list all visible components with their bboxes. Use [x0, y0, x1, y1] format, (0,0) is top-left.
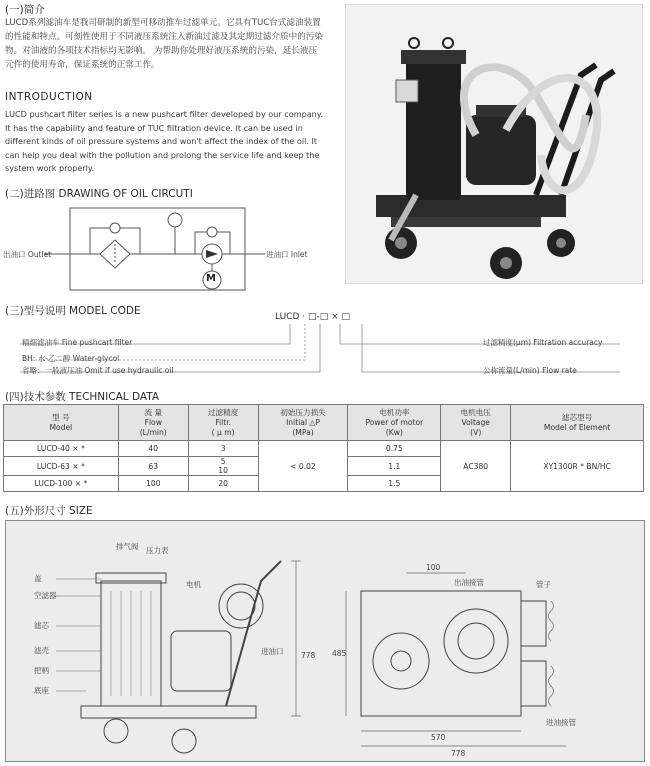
product-photo: [345, 4, 643, 284]
size-label-base: 底座: [34, 686, 49, 695]
motor-symbol-label: M: [206, 273, 216, 284]
size-label-pipe: 管子: [536, 580, 551, 589]
cell-model: LUCD-100 × *: [4, 476, 119, 492]
dim-width-overall: 778: [451, 749, 466, 758]
size-label-inlet: 进油口: [261, 647, 284, 656]
cell-power: 0.75: [348, 441, 441, 457]
oil-circuit-diagram: [0, 200, 340, 300]
model-code-flow-rate: 公称流量(L/min) Flow rate: [483, 366, 577, 375]
size-label-outlet-pipe: 出油接管: [454, 578, 484, 587]
inlet-label: 进油口 Inlet: [266, 250, 308, 259]
size-label-air-filter: 空滤器: [34, 591, 57, 600]
cell-flow: 40: [118, 441, 188, 457]
cell-filtr: 5 10: [188, 457, 258, 476]
dim-side-top: 485: [332, 649, 347, 658]
size-label-element: 滤芯: [34, 621, 49, 630]
dim-height-side: 778: [301, 651, 316, 660]
dim-top-offset: 100: [426, 563, 441, 572]
cell-element-model: XY1300R * BN/HC: [511, 441, 644, 492]
header-motor-power: 电机功率 Power of motor (Kw): [348, 405, 441, 441]
model-code-pattern: LUCD · □-□ × □: [275, 312, 350, 322]
cell-flow: 100: [118, 476, 188, 492]
dim-width-top: 570: [431, 733, 446, 742]
cell-filtr: 3: [188, 441, 258, 457]
section-heading-size: (五)外形尺寸 SIZE: [5, 505, 93, 517]
table-header-row: [4, 405, 644, 441]
introduction-heading: INTRODUCTION: [5, 91, 93, 103]
dimension-drawing: [5, 520, 645, 762]
header-model: 型 号 Model: [4, 405, 119, 441]
intro-chinese-text: LUCD系列滤油车是我司研制的新型可移动推车过滤单元。它具有TUC台式滤油装置的性能和特点。可刻性使用于不同液压系统注入新油过滤及其定期过滤介质中的污染物。对油液的各项技术指标均无影响。 为帮助你处理好液压系统的污染，延长液压元件的使用寿命，保证系统的正常工作。: [5, 18, 323, 70]
pushcart-filter-illustration: [346, 5, 644, 285]
header-initial-pressure: 初始压力损失 Initial △P (MPa): [258, 405, 348, 441]
cell-model: LUCD-40 × *: [4, 441, 119, 457]
cell-power: 1.5: [348, 476, 441, 492]
model-code-fine-filter: 精细滤油车 Fine pushcart filter: [22, 338, 133, 347]
intro-english-text: LUCD pushcart filter series is a new pushcart filter developed by our company. It has the capability and feature of TUC filtration device. It can be used in different kinds of oil pressure systems and won't affect the index of the oil. It can help you deal with the pollution and prolong the service life and keep the system work properly.: [5, 109, 324, 173]
section-heading-intro: (一)简介: [5, 4, 45, 16]
header-flow: 流 量 Flow (L/min): [118, 405, 188, 441]
table-row: [4, 441, 644, 457]
section-heading-model-code: (三)型号说明 MODEL CODE: [5, 305, 141, 317]
header-element: 滤芯型号 Model of Element: [511, 405, 644, 441]
section-heading-oil-circuit: (二)进路图 DRAWING OF OIL CIRCUTI: [5, 188, 193, 200]
size-label-motor: 电机: [186, 580, 201, 589]
technical-data-table: [3, 404, 644, 492]
model-code-water-glycol: BH: 水-乙二醇 Water-glycol: [22, 354, 120, 363]
size-label-handle: 把柄: [34, 666, 49, 675]
cell-model: LUCD-63 × *: [4, 457, 119, 476]
model-code-filtration-accuracy: 过滤精度(μm) Filtration accuracy: [483, 338, 603, 347]
size-label-inlet-pipe: 进油接管: [546, 718, 576, 727]
header-filtration: 过滤精度 Filtr. ( μ m): [188, 405, 258, 441]
model-code-hydraulic-oil: 省略：一般液压油 Omit if use hydraulic oil: [22, 366, 174, 375]
cell-flow: 63: [118, 457, 188, 476]
section-heading-technical-data: (四)技术参数 TECHNICAL DATA: [5, 391, 160, 403]
size-label-housing: 滤壳: [34, 646, 49, 655]
size-label-cap: 盖: [34, 574, 42, 583]
size-label-vent-valve: 排气阀: [116, 542, 139, 551]
cell-initial-pressure: < 0.02: [258, 441, 348, 492]
size-label-pressure-gauge: 压力表: [146, 546, 169, 555]
cell-filtr: 20: [188, 476, 258, 492]
outlet-label: 出油口 Outlet: [3, 250, 52, 259]
cell-power: 1.1: [348, 457, 441, 476]
header-voltage: 电机电压 Voltage (V): [441, 405, 511, 441]
cell-voltage: AC380: [441, 441, 511, 492]
